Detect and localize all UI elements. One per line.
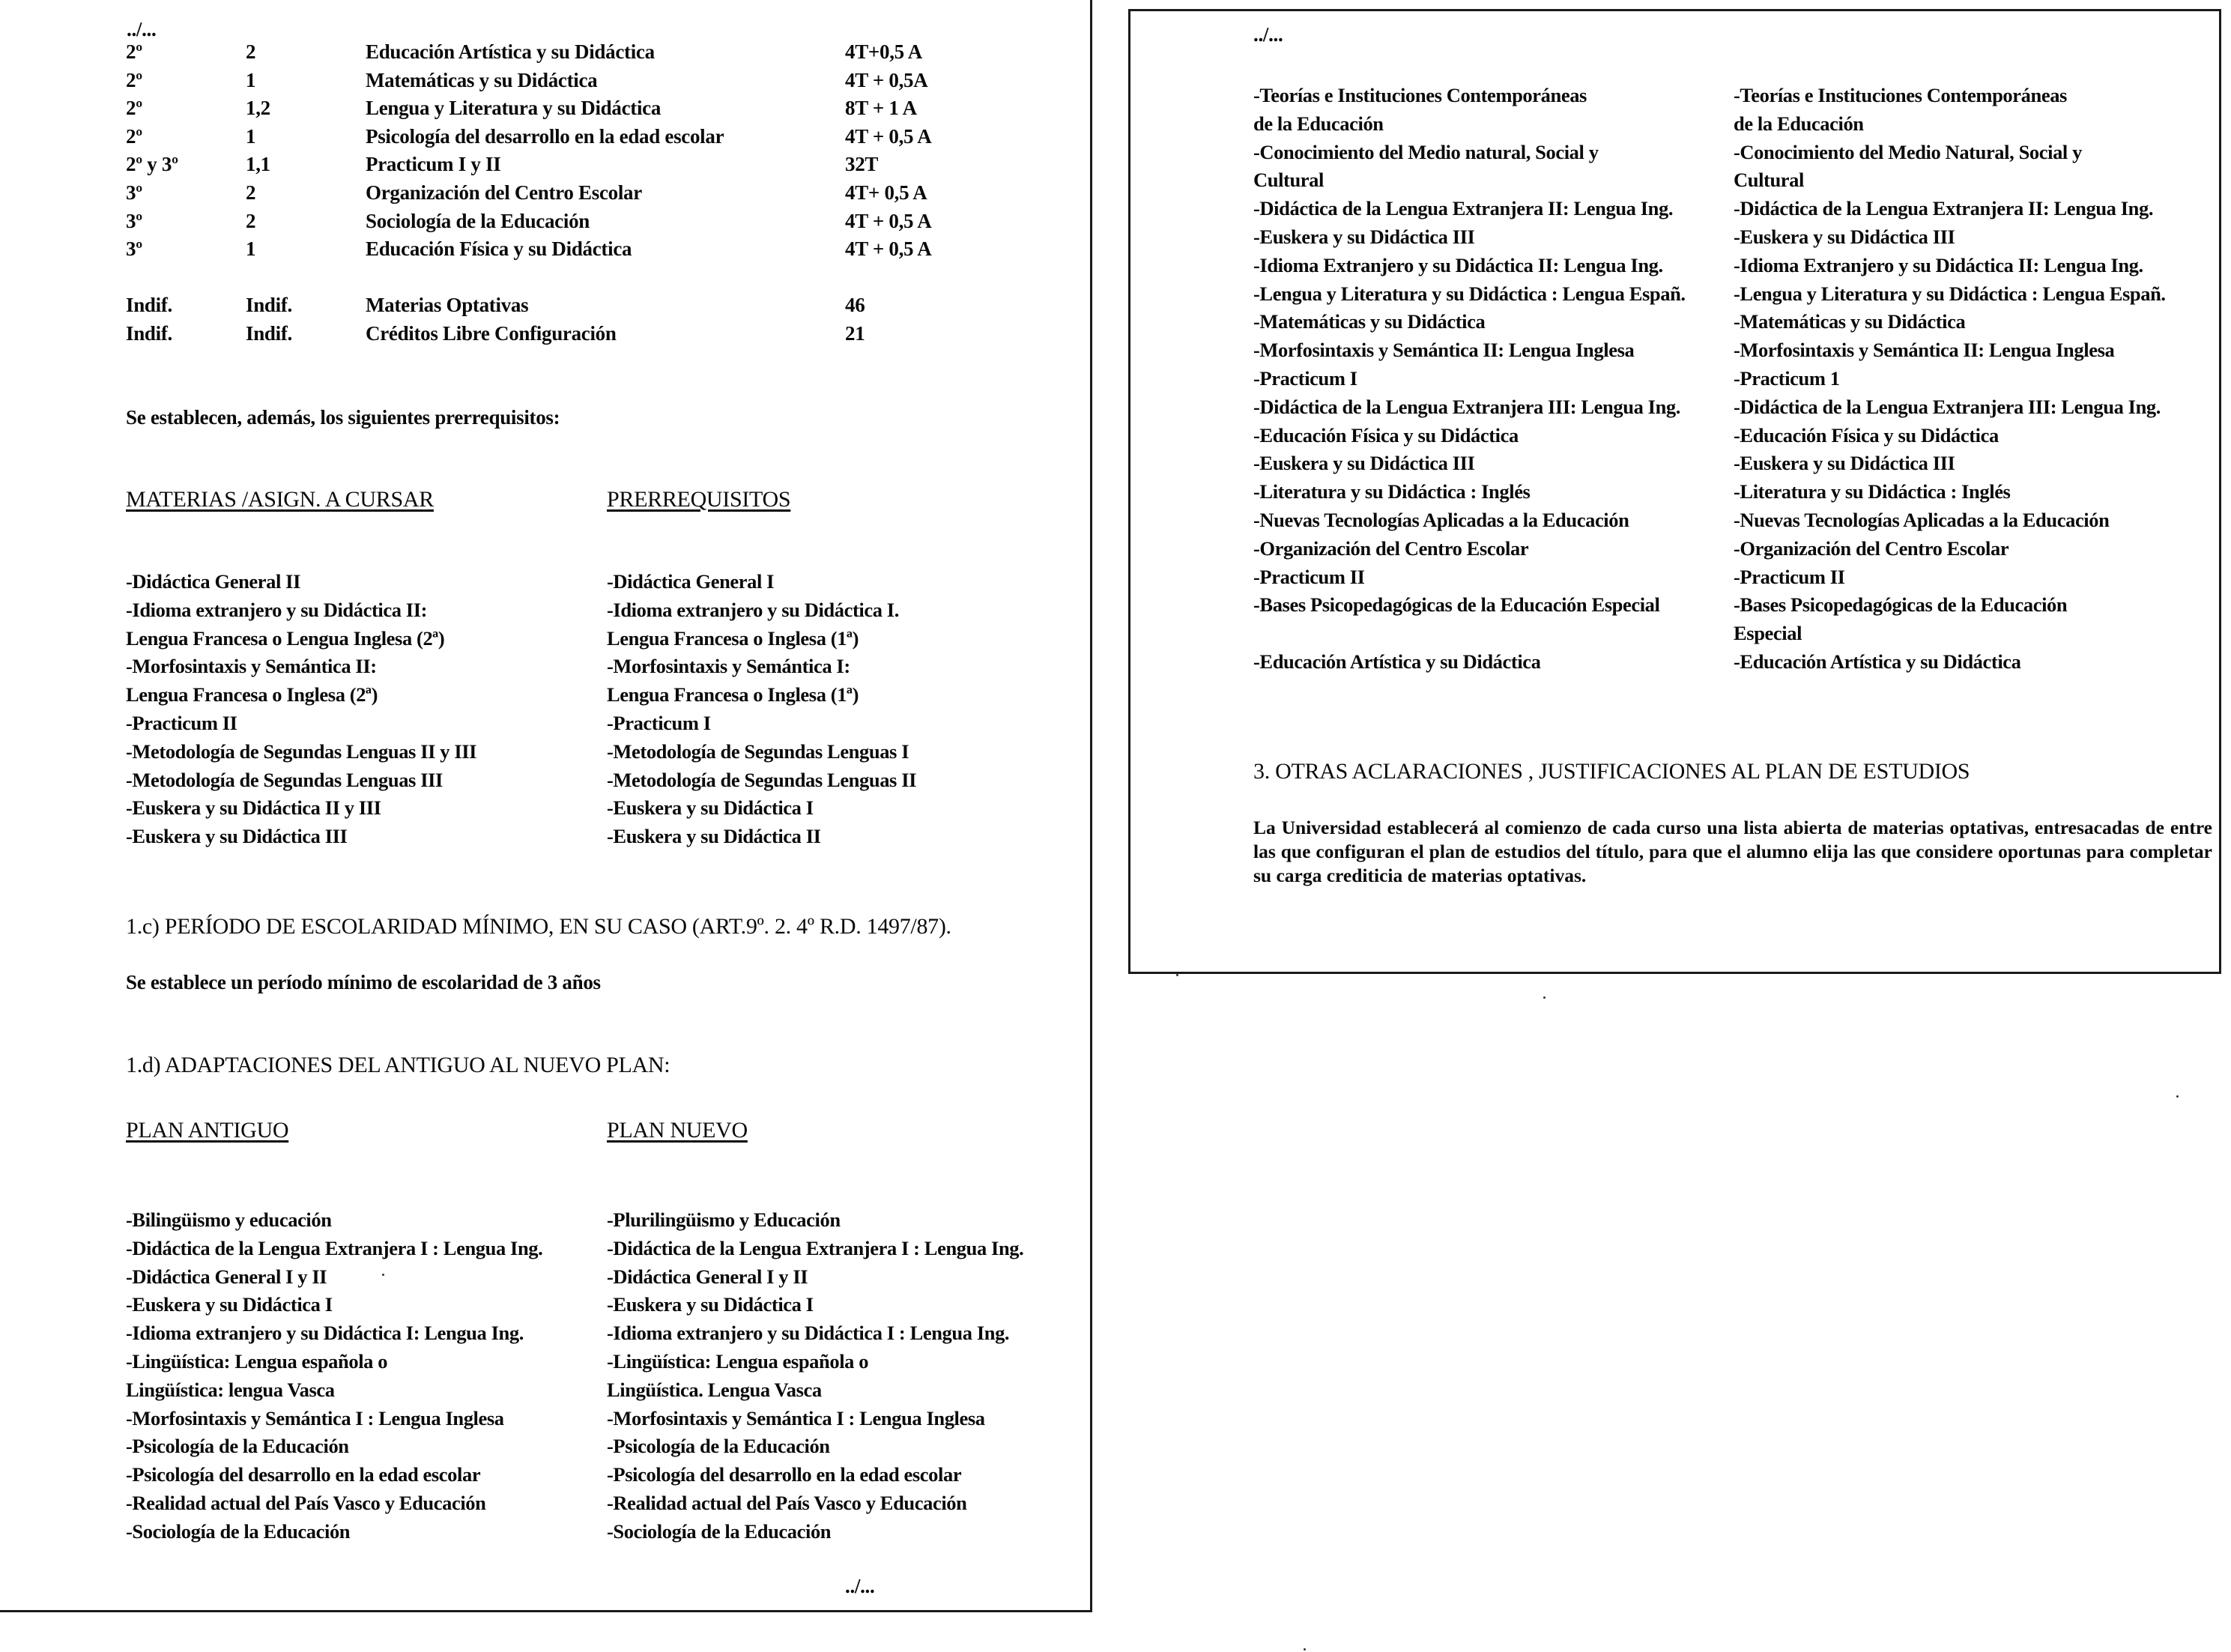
table-cell-creditos: 8T + 1 A [845, 97, 917, 120]
list-item: -Realidad actual del País Vasco y Educación [607, 1491, 967, 1514]
list-item: de la Educación [1253, 112, 1384, 135]
section-heading-c: 1.c) PERÍODO DE ESCOLARIDAD MÍNIMO, EN SU CASO (ART.9º. 2. 4º R.D. 1497/87). [126, 914, 951, 939]
list-item: -Euskera y su Didáctica I [607, 796, 814, 820]
table-cell-creditos: 32T [845, 153, 879, 176]
list-item: -Didáctica General I y II [607, 1265, 808, 1288]
list-item: -Idioma extranjero y su Didáctica I. [607, 598, 899, 621]
list-item: -Didáctica General I y II [126, 1265, 327, 1288]
list-item: -Psicología de la Educación [126, 1435, 349, 1458]
list-item: -Educación Artística y su Didáctica [1734, 650, 2021, 673]
list-item: -Didáctica de la Lengua Extranjera II: Lengua Ing. [1253, 197, 1674, 220]
list-item: Lengua Francesa o Inglesa (1ª) [607, 626, 859, 650]
document-page-left [0, 0, 1092, 1612]
list-item: -Teorías e Instituciones Contemporáneas [1253, 84, 1587, 106]
list-item: -Euskera y su Didáctica III [1253, 225, 1475, 248]
list-item: -Sociología de la Educación [607, 1519, 832, 1543]
list-item: -Didáctica General II [126, 570, 300, 593]
list-item: -Idioma extranjero y su Didáctica I : Lengua Ing. [607, 1322, 1010, 1345]
list-item: -Didáctica General I [607, 570, 775, 593]
list-item: Cultural [1734, 169, 1804, 192]
table-cell-materia: Sociología de la Educación [366, 209, 590, 232]
section-3-text: La Universidad establecerá al comienzo de cada curso una lista abierta de materias optativas, entresacadas de entre las que configuran el plan de estudios del título, para que el alumno elija las que considere oportunas para completar su carga crediticia de materias optativas. [1253, 817, 2212, 886]
list-item: -Educación Física y su Didáctica [1734, 423, 1999, 447]
table-cell-curso: 2º [126, 40, 142, 63]
table-cell-cuat: 1 [246, 124, 256, 148]
table-cell-materia: Lengua y Literatura y su Didáctica [366, 97, 662, 120]
list-item: -Plurilingüismo y Educación [607, 1208, 841, 1231]
scan-speck [1543, 996, 1546, 999]
table-cell-creditos: 4T+0,5 A [845, 40, 923, 63]
plan-antiguo-heading: PLAN ANTIGUO [126, 1118, 289, 1143]
table-cell-cuat: 1,1 [246, 153, 270, 176]
table-cell-cuat: Indif. [246, 321, 292, 345]
list-item: Lingüística. Lengua Vasca [607, 1378, 822, 1401]
plan-nuevo-list-cont [1734, 82, 2166, 677]
list-item: -Practicum II [1734, 565, 1845, 588]
list-item: de la Educación [1734, 112, 1864, 135]
column-heading-materias: MATERIAS /ASIGN. A CURSAR [126, 487, 434, 512]
table-cell-creditos: 21 [845, 321, 865, 345]
scan-speck [382, 1274, 384, 1276]
list-item: -Metodología de Segundas Lenguas II [607, 768, 917, 791]
list-item: Lengua Francesa o Lengua Inglesa (2ª) [126, 626, 445, 650]
column-heading-prerrequisitos: PRERREQUISITOS [607, 487, 791, 512]
section-heading-3: 3. OTRAS ACLARACIONES , JUSTIFICACIONES AL PLAN DE ESTUDIOS [1253, 759, 1970, 784]
table-cell-materia: Educación Física y su Didáctica [366, 237, 632, 261]
continuation-mark-bottom: ../... [845, 1575, 875, 1597]
list-item: -Educación Artística y su Didáctica [1253, 650, 1541, 673]
table-cell-materia: Créditos Libre Configuración [366, 321, 617, 345]
list-item: -Metodología de Segundas Lenguas II y III [126, 739, 477, 763]
table-cell-creditos: 4T + 0,5 A [845, 237, 932, 261]
list-item: -Lingüística: Lengua española o [126, 1349, 388, 1373]
list-item: -Matemáticas y su Didáctica [1734, 310, 1966, 333]
table-cell-materia: Organización del Centro Escolar [366, 181, 642, 204]
list-item: -Euskera y su Didáctica II [607, 825, 821, 848]
table-cell-curso: 3º [126, 209, 142, 232]
table-cell-materia: Psicología del desarrollo en la edad escolar [366, 124, 724, 148]
list-item: -Euskera y su Didáctica III [1734, 452, 1955, 475]
list-item: -Idioma Extranjero y su Didáctica II: Lengua Ing. [1253, 253, 1663, 276]
table-cell-curso: 2º [126, 97, 142, 120]
list-item: -Practicum II [126, 711, 237, 734]
list-item: -Didáctica de la Lengua Extranjera I : Lengua Ing. [607, 1236, 1024, 1259]
table-cell-cuat: 1,2 [246, 97, 270, 120]
list-item: -Practicum 1 [1734, 366, 1840, 390]
list-item: -Bases Psicopedagógicas de la Educación Especial [1253, 593, 1660, 617]
list-item: -Literatura y su Didáctica : Inglés [1253, 480, 1531, 503]
list-item: -Organización del Centro Escolar [1734, 536, 2009, 560]
list-item: Especial [1734, 622, 1802, 645]
table-cell-curso: 3º [126, 237, 142, 261]
scan-speck [1304, 1648, 1306, 1651]
table-cell-materia: Practicum I y II [366, 153, 501, 176]
list-item: Cultural [1253, 169, 1324, 192]
section-c-text: Se establece un período mínimo de escolaridad de 3 años [126, 971, 601, 993]
list-item: -Morfosintaxis y Semántica II: [126, 655, 377, 678]
list-item: -Metodología de Segundas Lenguas I [607, 739, 909, 763]
list-item: -Morfosintaxis y Semántica I: [607, 655, 850, 678]
list-item: -Bases Psicopedagógicas de la Educación [1734, 593, 2068, 617]
list-item: -Conocimiento del Medio natural, Social y [1253, 140, 1599, 163]
list-item: -Realidad actual del País Vasco y Educación [126, 1491, 486, 1514]
table-cell-cuat: 2 [246, 209, 256, 232]
list-item: -Psicología de la Educación [607, 1435, 830, 1458]
table-cell-creditos: 4T + 0,5 A [845, 209, 932, 232]
list-item: -Practicum I [607, 711, 711, 734]
list-item: -Psicología del desarrollo en la edad escolar [607, 1463, 962, 1486]
list-item: -Morfosintaxis y Semántica I : Lengua Inglesa [607, 1406, 985, 1429]
table-cell-curso: Indif. [126, 321, 172, 345]
section-heading-d: 1.d) ADAPTACIONES DEL ANTIGUO AL NUEVO PLAN: [126, 1053, 670, 1077]
table-cell-curso: 2º [126, 68, 142, 91]
table-cell-cuat: 2 [246, 40, 256, 63]
list-item: -Euskera y su Didáctica II y III [126, 796, 381, 820]
table-cell-creditos: 46 [845, 294, 865, 316]
table-cell-curso: 2º y 3º [126, 153, 178, 176]
plan-nuevo-list [607, 1206, 1023, 1546]
list-item: -Metodología de Segundas Lenguas III [126, 768, 443, 791]
table-cell-curso: 2º [126, 124, 142, 148]
table-cell-cuat: 2 [246, 181, 256, 204]
table-cell-cuat: 1 [246, 237, 256, 261]
table-cell-cuat: 1 [246, 68, 256, 91]
list-item: -Bilingüismo y educación [126, 1208, 332, 1231]
list-item: -Idioma extranjero y su Didáctica I: Lengua Ing. [126, 1322, 524, 1345]
table-cell-curso: Indif. [126, 294, 172, 316]
document-page-right [1128, 9, 2221, 974]
list-item: Lengua Francesa o Inglesa (1ª) [607, 683, 859, 707]
prerrequisitos-list [607, 568, 916, 851]
table-cell-creditos: 4T + 0,5A [845, 68, 928, 91]
list-item: -Morfosintaxis y Semántica II: Lengua Inglesa [1253, 339, 1635, 362]
list-item: -Lengua y Literatura y su Didáctica : Lengua Españ. [1734, 282, 2166, 305]
list-item: -Literatura y su Didáctica : Inglés [1734, 480, 2011, 503]
scan-speck [1176, 974, 1178, 976]
continuation-mark-top: ../... [127, 18, 157, 40]
table-cell-creditos: 4T + 0,5 A [845, 124, 932, 148]
list-item: -Lingüística: Lengua española o [607, 1349, 869, 1373]
list-item: -Didáctica de la Lengua Extranjera III: Lengua Ing. [1253, 395, 1680, 418]
list-item: -Lengua y Literatura y su Didáctica : Lengua Españ. [1253, 282, 1686, 305]
list-item: -Didáctica de la Lengua Extranjera II: Lengua Ing. [1734, 197, 2154, 220]
list-item: -Euskera y su Didáctica III [126, 825, 348, 848]
list-item: -Euskera y su Didáctica I [126, 1293, 333, 1316]
plan-antiguo-list [126, 1206, 542, 1546]
list-item [1253, 620, 1686, 648]
scan-speck [2176, 1095, 2179, 1098]
list-item: -Practicum II [1253, 565, 1365, 588]
list-item: -Euskera y su Didáctica III [1734, 225, 1955, 248]
list-item: Lengua Francesa o Inglesa (2ª) [126, 683, 378, 707]
plan-antiguo-list-cont [1253, 82, 1686, 677]
continuation-mark-top: ../... [1253, 23, 1283, 46]
list-item: -Nuevas Tecnologías Aplicadas a la Educación [1253, 508, 1629, 531]
list-item: -Didáctica de la Lengua Extranjera I : Lengua Ing. [126, 1236, 543, 1259]
materias-list [126, 568, 476, 851]
list-item: -Idioma Extranjero y su Didáctica II: Lengua Ing. [1734, 253, 2143, 276]
plan-nuevo-heading: PLAN NUEVO [607, 1118, 748, 1143]
list-item: -Idioma extranjero y su Didáctica II: [126, 598, 428, 621]
table-cell-creditos: 4T+ 0,5 A [845, 181, 927, 204]
list-item: Lingüística: lengua Vasca [126, 1378, 335, 1401]
list-item: -Didáctica de la Lengua Extranjera III: Lengua Ing. [1734, 395, 2161, 418]
table-cell-materia: Materias Optativas [366, 294, 529, 316]
list-item: -Morfosintaxis y Semántica II: Lengua Inglesa [1734, 339, 2115, 362]
list-item: -Educación Física y su Didáctica [1253, 423, 1519, 447]
table-cell-materia: Matemáticas y su Didáctica [366, 68, 598, 91]
table-cell-curso: 3º [126, 181, 142, 204]
list-item: -Organización del Centro Escolar [1253, 536, 1529, 560]
list-item: -Sociología de la Educación [126, 1519, 351, 1543]
list-item: -Nuevas Tecnologías Aplicadas a la Educación [1734, 508, 2110, 531]
table-cell-materia: Educación Artística y su Didáctica [366, 40, 655, 63]
list-item: -Conocimiento del Medio Natural, Social y [1734, 140, 2082, 163]
list-item: -Euskera y su Didáctica I [607, 1293, 814, 1316]
table-cell-cuat: Indif. [246, 294, 292, 316]
list-item: -Psicología del desarrollo en la edad escolar [126, 1463, 481, 1486]
list-item: -Matemáticas y su Didáctica [1253, 310, 1486, 333]
prereq-intro: Se establecen, además, los siguientes prerrequisitos: [126, 406, 560, 429]
list-item: -Morfosintaxis y Semántica I : Lengua Inglesa [126, 1406, 504, 1429]
list-item: -Teorías e Instituciones Contemporáneas [1734, 84, 2067, 106]
list-item: -Practicum I [1253, 366, 1357, 390]
list-item: -Euskera y su Didáctica III [1253, 452, 1475, 475]
